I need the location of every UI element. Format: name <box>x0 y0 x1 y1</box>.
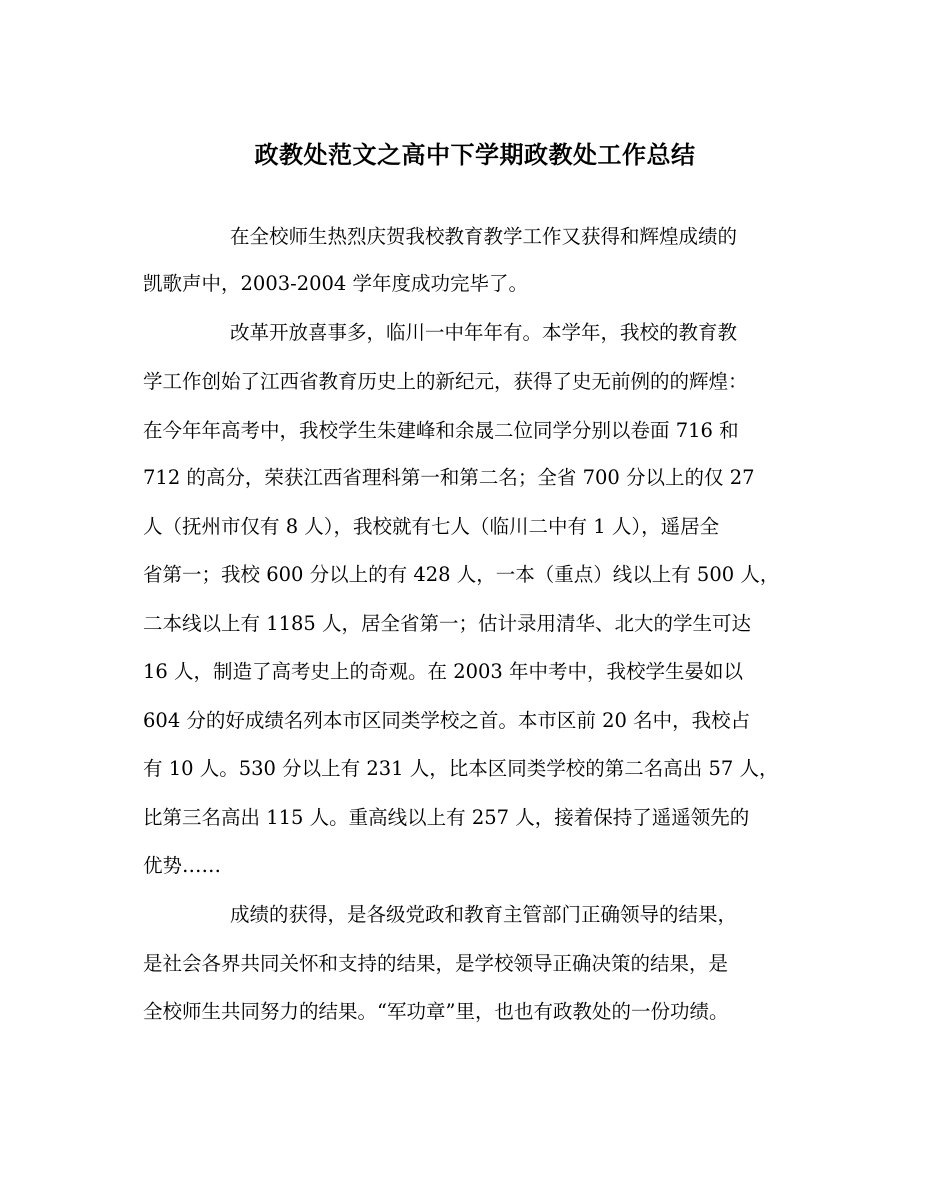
paragraph-2-line-11: 比第三名高出 115 人。重高线以上有 257 人，接着保持了遥遥领先的 <box>143 806 750 829</box>
paragraph-2-line-5: 人（抚州市仅有 8 人），我校就有七人（临川二中有 1 人），遥居全 <box>143 515 720 538</box>
paragraph-2-line-8: 16 人，制造了高考史上的奇观。在 2003 年中考中，我校学生晏如以 <box>143 660 744 683</box>
paragraph-2-line-6: 省第一；我校 600 分以上的有 428 人，一本（重点）线以上有 500 人， <box>143 563 780 586</box>
paragraph-3-line-2: 是社会各界共同关怀和支持的结果，是学校领导正确决策的结果，是 <box>143 952 729 975</box>
paragraph-2-line-3: 在今年年高考中，我校学生朱建峰和余晟二位同学分别以卷面 716 和 <box>143 419 739 442</box>
paragraph-2-line-9: 604 分的好成绩名列本市区同类学校之首。本市区前 20 名中，我校占 <box>143 709 751 732</box>
paragraph-2-line-10: 有 10 人。530 分以上有 231 人，比本区同类学校的第二名高出 57 人， <box>143 757 779 780</box>
paragraph-2-line-7: 二本线以上有 1185 人，居全省第一；估计录用清华、北大的学生可达 <box>143 612 752 635</box>
paragraph-3-line-1: 成绩的获得，是各级党政和教育主管部门正确领导的结果， <box>230 903 738 926</box>
paragraph-3-line-3: 全校师生共同努力的结果。“军功章”里，也也有政教处的一份功绩。 <box>143 1000 729 1023</box>
paragraph-2-line-2: 学工作创始了江西省教育历史上的新纪元，获得了史无前例的的辉煌： <box>143 370 748 393</box>
paragraph-1-line-2: 凯歌声中，2003-2004 学年度成功完毕了。 <box>143 272 529 295</box>
document-title: 政教处范文之高中下学期政教处工作总结 <box>254 140 696 169</box>
paragraph-2-line-12: 优势…… <box>143 854 222 877</box>
paragraph-1-line-1: 在全校师生热烈庆贺我校教育教学工作又获得和辉煌成绩的 <box>230 225 738 248</box>
paragraph-2-line-4: 712 的高分，荣获江西省理科第一和第二名；全省 700 分以上的仅 27 <box>143 466 755 489</box>
paragraph-2-line-1: 改革开放喜事多，临川一中年年有。本学年，我校的教育教 <box>230 321 738 344</box>
